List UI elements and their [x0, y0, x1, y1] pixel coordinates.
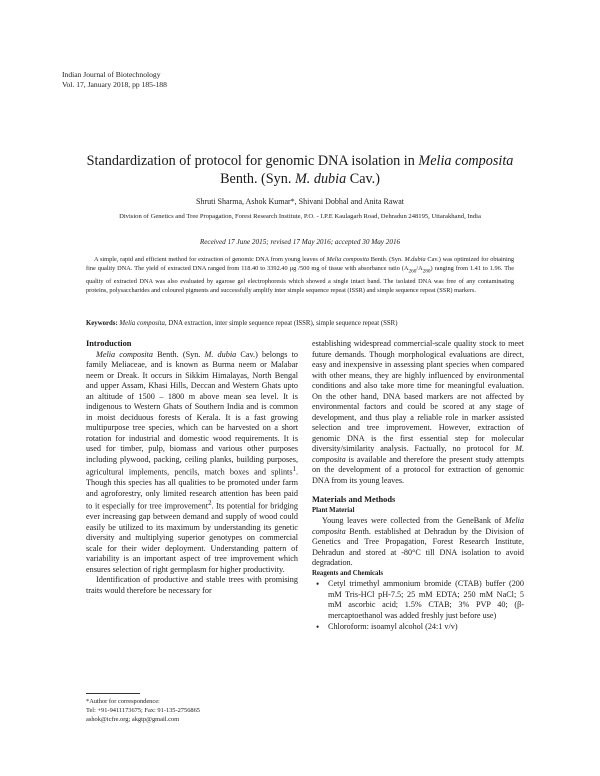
section-heading-introduction: Introduction — [86, 339, 132, 348]
title-synonym: M. dubia — [294, 171, 347, 187]
subheading-reagents: Reagents and Chemicals — [312, 569, 383, 577]
subheading-plant-material: Plant Material — [312, 506, 355, 514]
list-item: • Chloroform: isoamyl alcohol (24:1 v/v) — [328, 622, 524, 633]
footnote-line: *Author for correspondence: — [86, 698, 160, 705]
keywords: Keywords: Melia composita, DNA extraction, inter simple sequence repeat (ISSR), simple sequence repeat (SSR) — [86, 320, 398, 327]
abstract: A simple, rapid and efficient method for extraction of genomic DNA from young leaves of Melia composita Benth. (Syn. M.dubia Cav.) was optimized for obtaining fine quality DNA. The yield of extracted DNA ranged from 118.40 to 3392.40 µg /500 mg of tissue with absorbance ratio $(A_{260}/A_{280})$ ranging from 1.41 to 1.96. The quality of extracted DNA was also evaluated by agarose gel electrophoresis which showed a single intact band. The isolated DNA was free of any contaminating proteins, polysaccharides and coloured pigments and successfully amplify inter simple sequence repeat (ISSR) and simple sequence repeat (SSR) markers. — [86, 256, 514, 295]
list-item: • Cetyl trimethyl ammonium bromide (CTAB) buffer (200 mM Tris-HCl pH-7.5; 25 mM EDTA; 250 mM NaCl; 5 mM ascorbic acid; 1.5% CTAB; 3% PVP 40; (β-mercaptoethanol was added freshly just before use) — [328, 579, 524, 621]
section-heading-methods: Materials and Methods — [312, 495, 396, 504]
right-column — [312, 339, 524, 634]
intro-continuation: establishing widespread commercial-scale quality stock to meet future demands. Though morphological evaluations are direct, easy and inexpensive in assessing plant species when compared with other means, they are highly influenced by environmental conditions and also take more time for meaningful evaluation. On the other hand, DNA based markers are not affected by environmental factors and could be scored at any stage of development, and thus play a reliable role in marker assisted selection and tree improvement. However, extraction of genomic DNA is the first essential step for molecular diversity/similarity analysis. Factually, no protocol for M. composita is available and therefore the present study attempts on the development of a protocol for extraction of genomic DNA from its young leaves. — [312, 339, 524, 485]
title-text: Benth. (Syn. — [220, 171, 295, 187]
title-species: Melia composita — [418, 153, 514, 169]
intro-paragraph-2: Identification of productive and stable trees with promising traits would therefore be necessary for — [86, 575, 298, 595]
journal-name: Indian Journal of Biotechnology — [62, 70, 161, 79]
authors: Shruti Sharma, Ashok Kumar*, Shivani Dobhal and Anita Rawat — [196, 197, 404, 206]
journal-header — [62, 70, 167, 90]
title-text: Standardization of protocol for genomic DNA isolation in — [86, 153, 419, 169]
intro-paragraph-1: Melia composita Benth. (Syn. M. dubia Cav.) belongs to family Meliaceae, and is known as Burma neem or Malabar neem or Dreak. It occurs in Sikkim Himalayas, North Bengal and upper Assam, Khasi Hills, Deccan and Western Ghats upto an altitude of 1500 – 1800 m above mean sea level. It is indigenous to Western Ghats of Southern India and is common in moist deciduous forests of Kerala. It is a fast growing multipurpose tree species, which can be harvested on a short rotation for industrial and domestic wood requirements. It is used for timber, pulp, biomass and various other purposes including plywood, packing, ceiling planks, building purposes, agricultural implements, pencils, match boxes and splints$^1$. Though this species has all qualities to be promoted under farm and agroforestry, only limited research attention has been paid to it especially for tree improvement$^2$. Its potential for bridging ever increasing gap between demand and supply of wood could easily be utilized to its maximum by understanding its genetic diversity and multiplying superior genotypes on commercial scale for their wider deployment. Understanding pattern of variability is an important aspect of tree improvement which ensures selection of right germplasm for higher productivity. — [86, 349, 298, 574]
left-column — [86, 339, 298, 596]
correspondence-footnote — [86, 697, 298, 724]
journal-volume: Vol. 17, January 2018, pp 185-188 — [62, 80, 167, 89]
paper-title — [40, 152, 560, 188]
footnote-divider — [86, 693, 140, 694]
reagents-list — [312, 579, 524, 633]
affiliation: Division of Genetics and Tree Propagation, Forest Research Institute, P.O. - I.P.E Kaulagarh Road, Dehradun 248195, Uttarakhand, India — [119, 213, 481, 220]
title-text: Cav.) — [346, 171, 380, 187]
footnote-line: ashok@icfre.org; akgtp@gmail.com — [86, 716, 180, 723]
received-dates: Received 17 June 2015; revised 17 May 2016; accepted 30 May 2016 — [199, 238, 401, 246]
footnote-line: Tel: +91-9411173675; Fax: 91-135-2756865 — [86, 707, 200, 714]
plant-material-paragraph: Young leaves were collected from the GeneBank of Melia composita Benth. established at Dehradun by the Division of Genetics and Tree Propagation, Forest Research Institute, Dehradun and stored at -80°C till DNA isolation to avoid degradation. — [312, 516, 524, 567]
